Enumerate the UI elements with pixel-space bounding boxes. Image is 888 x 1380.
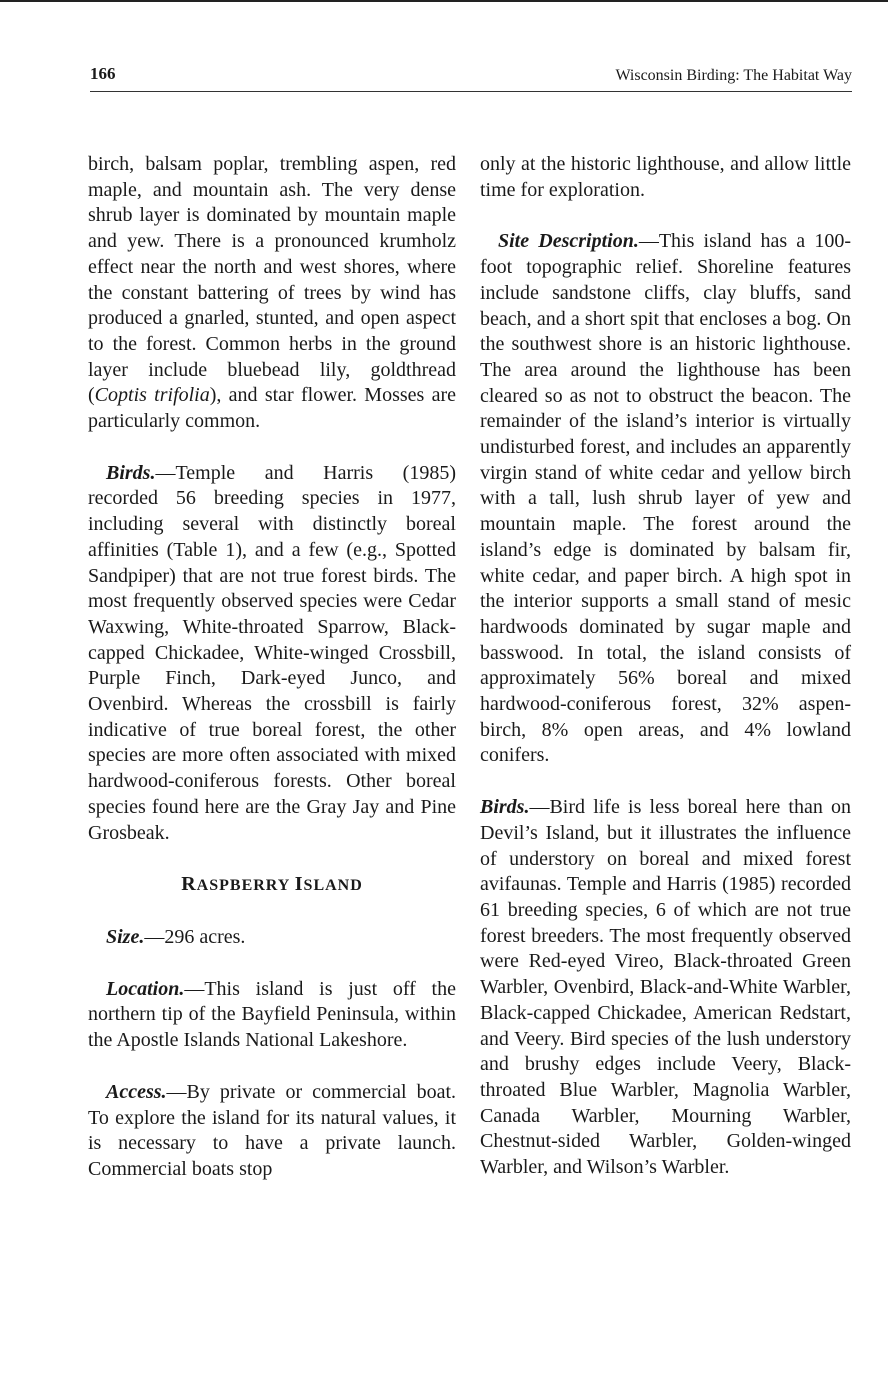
section-heading-raspberry-island: RASPBERRY ISLAND bbox=[181, 873, 363, 896]
birds-run-in-heading-right: Birds. bbox=[480, 796, 530, 819]
birds-run-in-heading: Birds. bbox=[106, 461, 156, 484]
header-rule bbox=[90, 91, 852, 92]
left-column bbox=[88, 152, 456, 1183]
paragraph-birds-devils-island: Birds.—Temple and Harris (1985) recorded 56 breeding species in 1977, including several with distinctly boreal affinities (Table 1), and a few (e.g., Spotted Sandpiper) that are not true forest birds. The most frequently observed species were Cedar Waxwing, White-throated Sparrow, Black-capped Chickadee, White-winged Crossbill, Purple Finch, Dark-eyed Junco, and Ovenbird. Whereas the crossbill is fairly indicative of true boreal forest, the other species are more often associated with mixed hardwood-coniferous forests. Other boreal species found here are the Gray Jay and Pine Grosbeak. bbox=[88, 461, 456, 844]
size-run-in-heading: Size. bbox=[106, 925, 145, 948]
site-description-run-in-heading: Site Description. bbox=[498, 230, 639, 253]
paragraph-birds-raspberry-island: Birds.—Bird life is less boreal here than on Devil’s Island, but it illustrates the influence of understory on boreal and mixed forest avifaunas. Temple and Harris (1985) recorded 61 breeding species, 6 of which are not true forest breeders. The most frequently observed were Red-eyed Vireo, Black-throated Green Warbler, Ovenbird, Black-and-White Warbler, Black-capped Chickadee, American Redstart, and Veery. Bird species of the lush understory and brushy edges include Veery, Black-throated Blue Warbler, Magnolia Warbler, Canada Warbler, Mourning Warbler, Chestnut-sided Warbler, Golden-winged Warbler, and Wilson’s Warbler. bbox=[480, 796, 851, 1179]
page-header bbox=[90, 62, 852, 92]
paragraph-access-continued: only at the historic lighthouse, and allow little time for exploration. bbox=[480, 153, 851, 201]
paragraph-site-description: Site Description.—This island has a 100-foot topographic relief. Shoreline features include sandstone cliffs, clay bluffs, sand beach, and a short spit that encloses a bog. On the southwest shore is an historic lighthouse. The area around the lighthouse has been cleared so as not to obstruct the beacon. The remainder of the island’s interior is virtually undisturbed forest, and includes an apparently virgin stand of white cedar and yellow birch with a tall, lush shrub layer of yew and mountain maple. The forest around the island’s edge is dominated by balsam fir, white cedar, and paper birch. A high spot in the interior supports a small stand of mesic hardwoods dominated by sugar maple and basswood. In total, the island consists of approximately 56% boreal and mixed hardwood-coniferous forest, 32% aspen-birch, 8% open areas, and 4% lowland conifers. bbox=[480, 230, 852, 767]
paragraph-size: Size.—296 acres. bbox=[106, 925, 246, 948]
access-run-in-heading: Access. bbox=[106, 1080, 167, 1103]
top-edge-rule bbox=[0, 0, 888, 2]
right-column bbox=[480, 152, 851, 1181]
paragraph-access: Access.—By private or commercial boat. To explore the island for its natural values, it is necessary to have a private launch. Commercial boats stop bbox=[88, 1080, 456, 1180]
paragraph-location: Location.—This island is just off the northern tip of the Bayfield Peninsula, within the Apostle Islands National Lakeshore. bbox=[88, 977, 456, 1052]
paragraph-forest-description: birch, balsam poplar, trembling aspen, red maple, and mountain ash. The very dense shrub layer is dominated by mountain maple and yew. There is a pronounced krumholz effect near the north and west shores, where the constant battering of trees by wind has produced a gnarled, stunted, and open aspect to the forest. Common herbs in the ground layer include bluebead lily, goldthread (Coptis trifolia), and star flower. Mosses are particularly common. bbox=[88, 153, 456, 433]
species-name-italic: Coptis trifolia bbox=[94, 384, 210, 407]
running-title: Wisconsin Birding: The Habitat Way bbox=[615, 67, 852, 84]
location-run-in-heading: Location. bbox=[106, 977, 185, 1000]
page-number: 166 bbox=[90, 64, 116, 83]
